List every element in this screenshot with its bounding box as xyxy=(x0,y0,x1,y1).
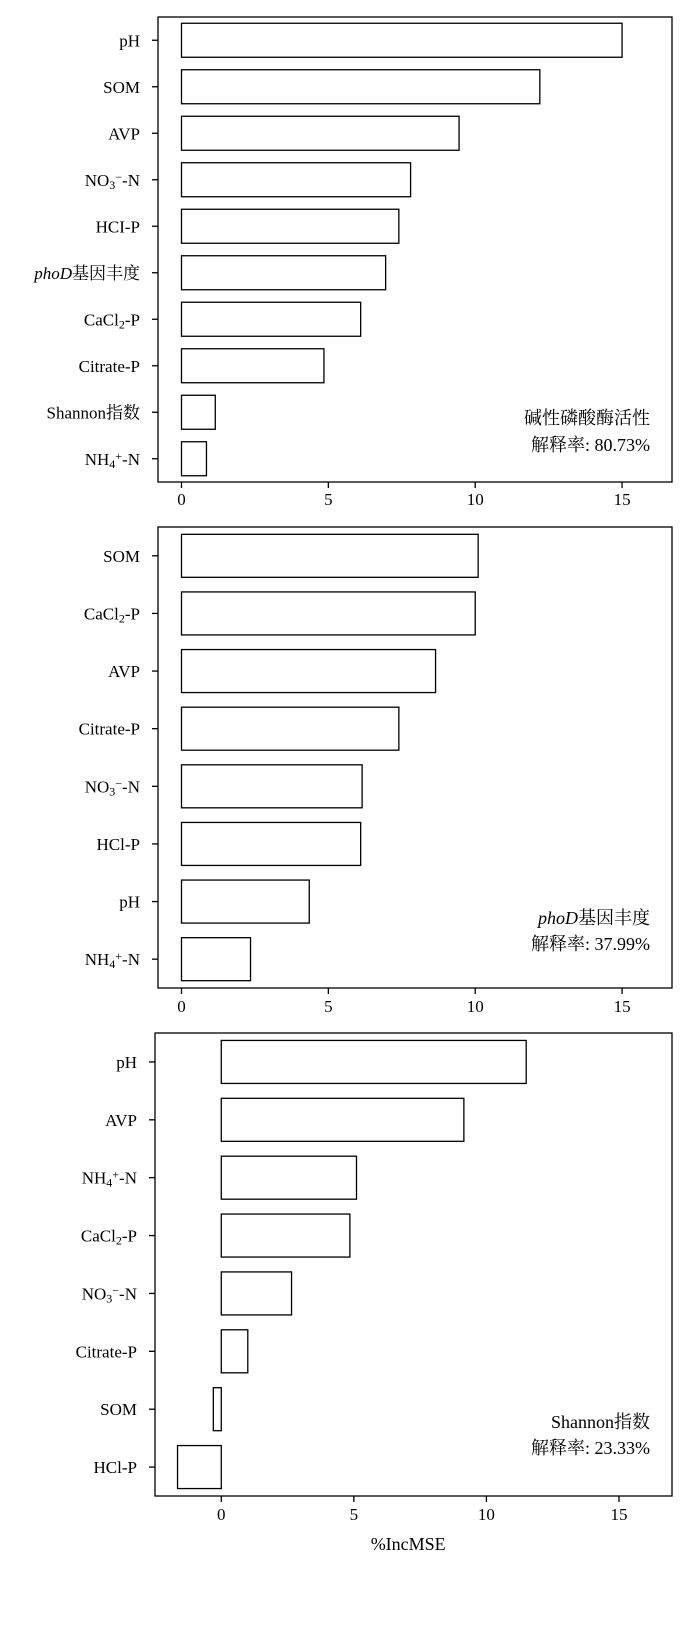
bar-no3-n xyxy=(181,163,410,197)
x-tick-label-15: 15 xyxy=(613,997,631,1016)
category-label-phod: phoD基因丰度 xyxy=(34,263,140,283)
explained-variance-label: 解释率: 37.99% xyxy=(531,934,650,954)
bar-ph xyxy=(181,23,622,57)
response-variable-title: 碱性磷酸酶活性 xyxy=(524,408,650,428)
bar-cacl2-p xyxy=(221,1214,350,1257)
category-label-citrate-p: Citrate-P xyxy=(75,1342,137,1362)
x-tick-label-5: 5 xyxy=(324,997,333,1016)
bar-nh4-n xyxy=(181,938,250,981)
bar-nh4-n xyxy=(221,1156,356,1199)
bar-citrate-p xyxy=(181,707,398,750)
category-label-nh4-n: NH4+-N xyxy=(84,949,140,972)
x-tick-label-0: 0 xyxy=(177,490,186,509)
category-label-ph: pH xyxy=(119,892,140,912)
x-tick-label-15: 15 xyxy=(610,1505,628,1524)
x-tick-label-0: 0 xyxy=(217,1505,226,1524)
category-label-cacl2-p: CaCl2-P xyxy=(80,1226,137,1248)
bar-avp xyxy=(181,650,435,693)
x-axis-title: %IncMSE xyxy=(370,1534,446,1554)
category-label-avp: AVP xyxy=(105,1110,137,1130)
category-label-ph: pH xyxy=(116,1052,137,1072)
category-label-nh4-n: NH4+-N xyxy=(81,1167,137,1191)
bar-nh4-n xyxy=(181,442,206,476)
x-tick-label-0: 0 xyxy=(177,997,186,1016)
bar-hcl-p xyxy=(178,1446,222,1489)
explained-variance-label: 解释率: 80.73% xyxy=(531,435,650,455)
bar-citrate-p xyxy=(181,349,323,383)
response-variable-title: phoD基因丰度 xyxy=(538,908,650,928)
category-label-no3-n: NO3−-N xyxy=(81,1283,137,1306)
bar-phod xyxy=(181,256,385,290)
category-label-no3-n: NO3−-N xyxy=(84,169,140,193)
bar-cacl2-p xyxy=(181,302,360,336)
category-label-no3-n: NO3−-N xyxy=(84,776,140,799)
x-tick-label-10: 10 xyxy=(466,490,484,509)
category-label-som: SOM xyxy=(100,1400,137,1420)
bar-no3-n xyxy=(181,765,362,808)
response-variable-title: Shannon指数 xyxy=(551,1412,650,1432)
x-tick-label-5: 5 xyxy=(349,1505,359,1524)
category-label-nh4-n: NH4+-N xyxy=(84,448,140,472)
category-label-cacl2-p: CaCl2-P xyxy=(83,604,140,626)
category-label-hcl-p: HCl-P xyxy=(93,1458,137,1478)
explained-variance-label: 解释率: 23.33% xyxy=(531,1438,650,1458)
bar-hci-p xyxy=(181,209,398,243)
chart-panel-middle xyxy=(79,527,672,1016)
category-label-som: SOM xyxy=(103,77,140,97)
x-tick-label-10: 10 xyxy=(477,1505,495,1524)
category-label-hcl-p: HCl-P xyxy=(96,834,140,854)
bar-avp xyxy=(221,1098,464,1141)
category-label-avp: AVP xyxy=(108,662,140,682)
bar-citrate-p xyxy=(221,1330,248,1373)
bar-no3-n xyxy=(221,1272,291,1315)
category-label-avp: AVP xyxy=(108,124,140,144)
bar-avp xyxy=(181,116,459,150)
bar-som xyxy=(213,1388,221,1431)
chart-panel-bottom xyxy=(76,1033,672,1524)
category-label-citrate-p: Citrate-P xyxy=(78,356,140,376)
category-label-som: SOM xyxy=(103,546,140,566)
bar-ph xyxy=(181,880,309,923)
category-label-shannon: Shannon指数 xyxy=(46,403,140,423)
bar-som xyxy=(181,534,478,577)
bar-shannon xyxy=(181,395,215,429)
x-tick-label-15: 15 xyxy=(613,490,631,509)
category-label-hci-p: HCI-P xyxy=(95,217,140,237)
bar-hcl-p xyxy=(181,822,360,865)
chart-panel-top xyxy=(33,17,672,509)
category-label-ph: pH xyxy=(119,31,140,51)
category-label-citrate-p: Citrate-P xyxy=(78,719,140,739)
bar-ph xyxy=(221,1040,526,1083)
x-tick-label-10: 10 xyxy=(466,997,484,1016)
x-tick-label-5: 5 xyxy=(324,490,333,509)
bar-cacl2-p xyxy=(181,592,475,635)
bar-som xyxy=(181,70,539,104)
category-label-cacl2-p: CaCl2-P xyxy=(83,310,140,332)
